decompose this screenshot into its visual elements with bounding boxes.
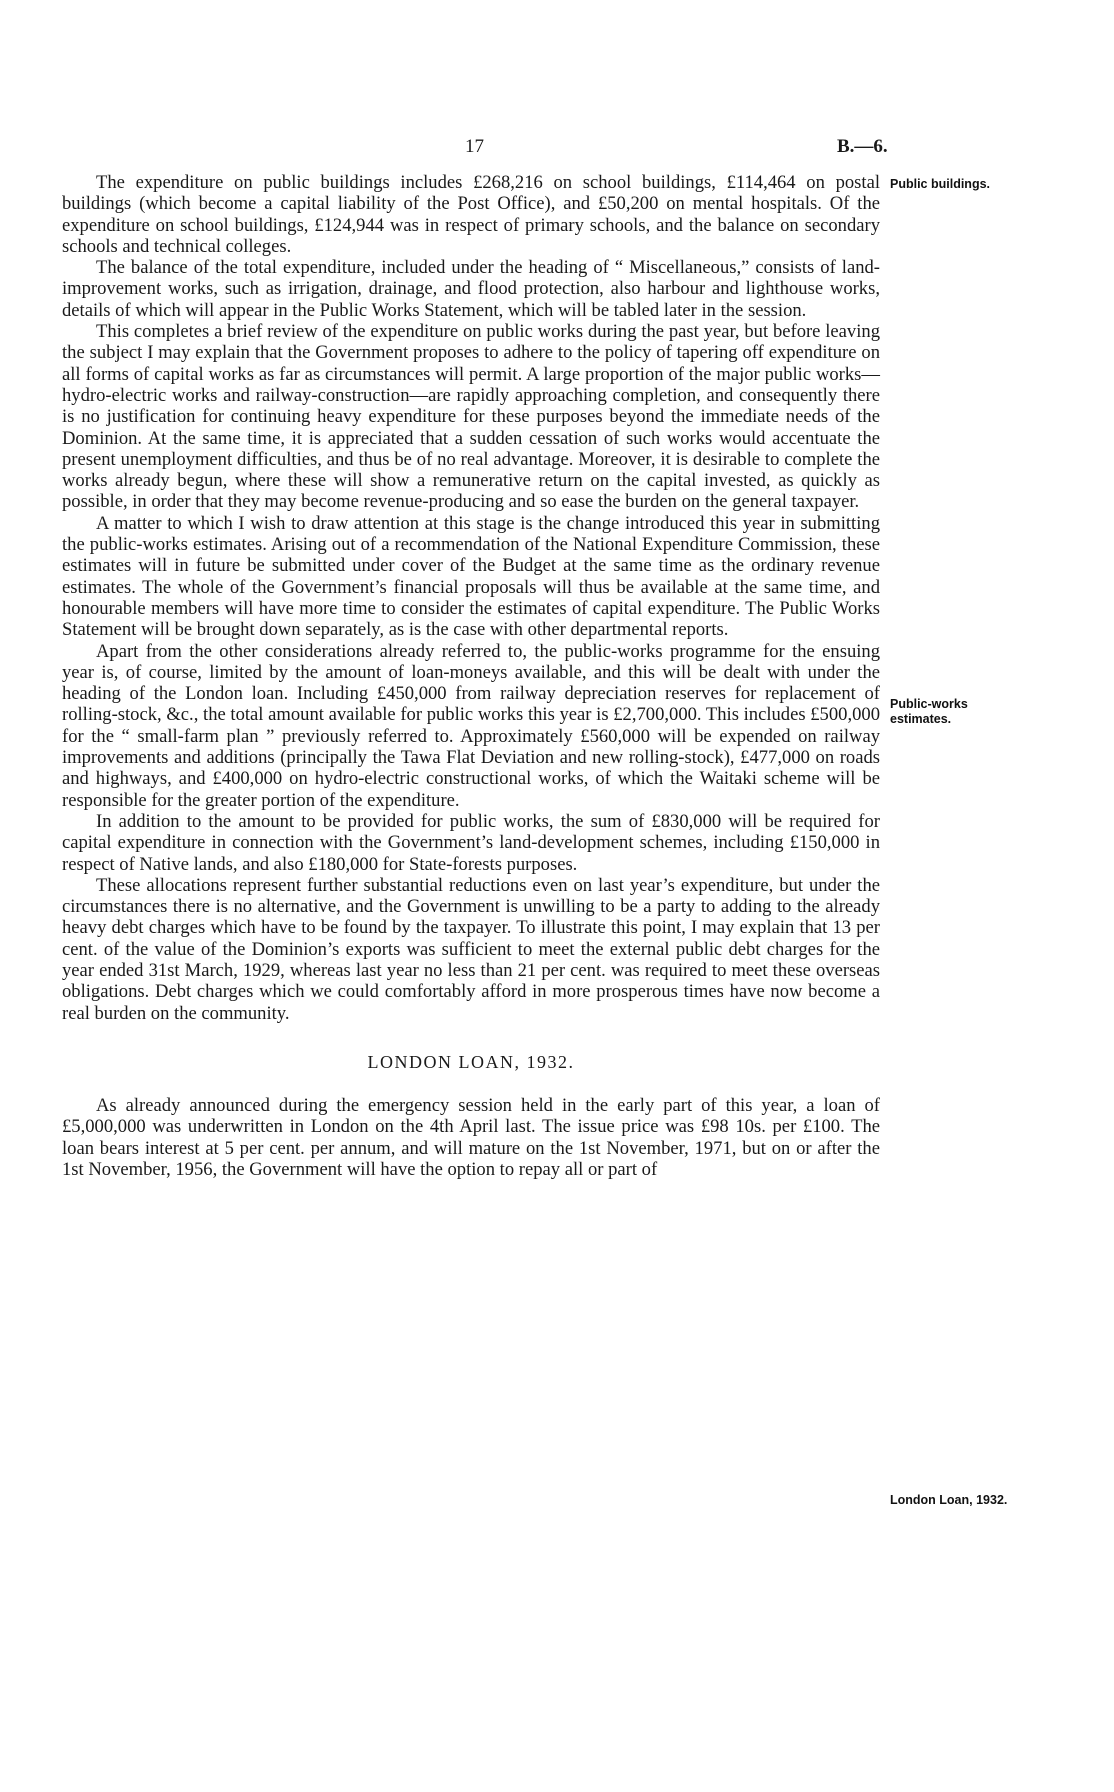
page-number: 17 [465,136,484,157]
side-note-public-works-estimates: Public-works estimates. [890,697,968,726]
paragraph-programme: Apart from the other considerations already referred to, the public-works programme for the ensuing year is, of course, limited by the amount of loan-moneys available, and this will be dealt with under the heading of the London loan. Including £450,000 from railway depreciation reserves for replacement of rolling-stock, &c., the total amount available for public works this year is £2,700,000. This includes £500,000 for the “ small-farm plan ” previously referred to. Approximately £560,000 will be expended on railway improvements and additions (principally the Tawa Flat Deviation and new rolling-stock), £477,000 on roads and highways, and £400,000 on hydro-electric constructional works, of which the Waitaki scheme will be responsible for the greater portion of the expenditure. [62,640,880,811]
paragraph-miscellaneous: The balance of the total expenditure, included under the heading of “ Miscellaneous,” consists of land-improvement works, such as irrigation, drainage, and flood protection, also harbour and lighthouse works, details of which will appear in the Public Works Statement, which will be tabled later in the session. [62,257,880,321]
paragraph-review: This completes a brief review of the expenditure on public works during the past year, but before leaving the subject I may explain that the Government proposes to adhere to the policy of tapering off expenditure on all forms of capital works as far as circumstances will permit. A large proportion of the major public works— hydro-electric works and railway-construction—are rapidly approaching completion, and consequently there is no justification for continuing heavy expenditure for these purposes beyond the immediate needs of the Dominion. At the same time, it is appreciated that a sudden cessation of such works would accentuate the present unemployment difficulties, and thus be of no real advantage. Moreover, it is desirable to complete the works already begun, where these will show a remunerative return on the capital invested, as quickly as possible, in order that they may become revenue-producing and so ease the burden on the general taxpayer. [62,321,880,513]
side-note-public-buildings: Public buildings. [890,177,990,191]
section-heading-london-loan: LONDON LOAN, 1932. [367,1051,575,1072]
page-header [0,136,1114,166]
paragraph-public-buildings: The expenditure on public buildings includes £268,216 on school buildings, £114,464 on postal buildings (which become a capital liability of the Post Office), and £50,200 on mental hospitals. Of the expenditure on school buildings, £124,944 was in respect of primary schools, and the balance on secondary schools and technical colleges. [62,172,880,257]
paragraph-land-development: In addition to the amount to be provided for public works, the sum of £830,000 will be required for capital expenditure in connection with the Government’s land-development schemes, including £150,000 in respect of Native lands, and also £180,000 for State-forests purposes. [62,810,880,875]
body-text [62,172,880,1180]
side-note-london-loan: London Loan, 1932. [890,1493,1008,1507]
paragraph-public-works-estimates: A matter to which I wish to draw attention at this stage is the change introduced this year in submitting the public-works estimates. Arising out of a recommendation of the National Expenditure Commission, these estimates will in future be submitted under cover of the Budget at the same time as the ordinary revenue estimates. The whole of the Government’s financial proposals will thus be available at the same time, and honourable members will have more time to consider the estimates of capital expenditure. The Public Works Statement will be brought down separately, as is the case with other departmental reports. [62,512,880,641]
paragraph-allocations: These allocations represent further substantial reductions even on last year’s expenditure, but under the circumstances there is no alternative, and the Government is unwilling to be a party to adding to the already heavy debt charges which have to be found by the taxpayer. To illustrate this point, I may explain that 13 per cent. of the value of the Dominion’s exports was sufficient to meet the external public debt charges for the year ended 31st March, 1929, whereas last year no less than 21 per cent. was required to meet these overseas obligations. Debt charges which we could comfortably afford in more prosperous times have now become a real burden on the community. [62,874,880,1024]
document-reference: B.—6. [837,136,888,157]
paragraph-london-loan: As already announced during the emergency session held in the early part of this year, a loan of £5,000,000 was underwritten in London on the 4th April last. The issue price was £98 10s. per £100. The loan bears interest at 5 per cent. per annum, and will mature on the 1st November, 1971, but on or after the 1st November, 1956, the Government will have the option to repay all or part of [62,1095,880,1181]
